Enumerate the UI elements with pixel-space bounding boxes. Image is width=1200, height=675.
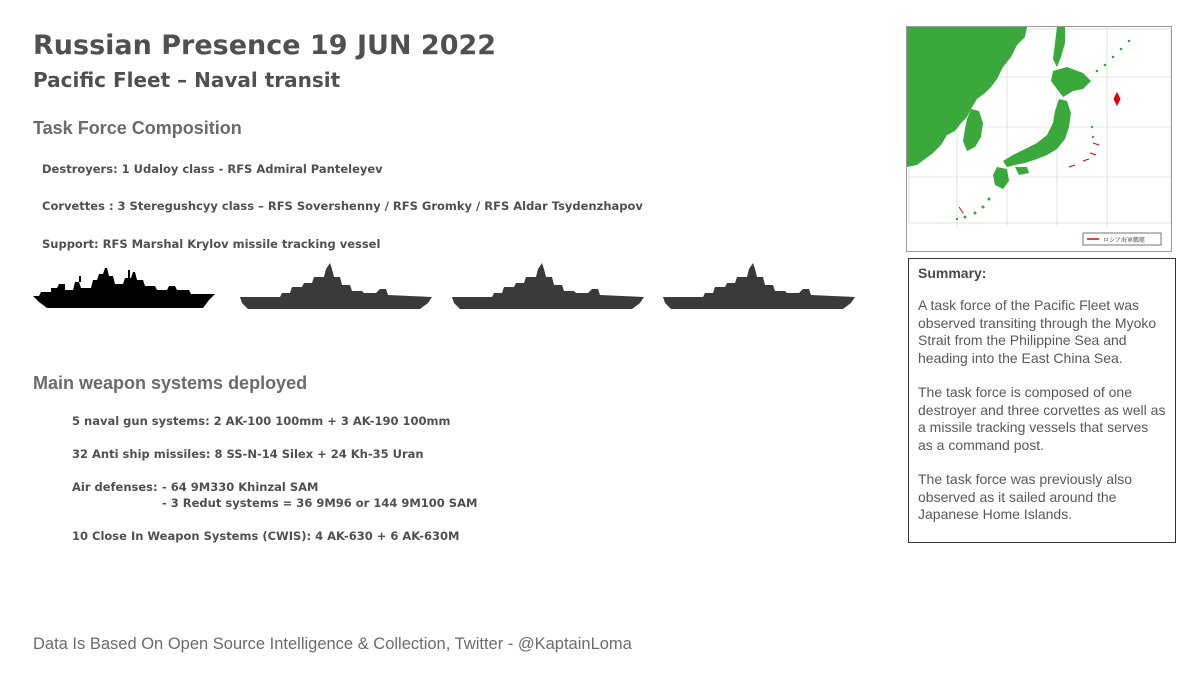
japan-map-graphic [907, 27, 1172, 252]
summary-box [908, 258, 1176, 543]
japan-map [906, 26, 1172, 252]
ciws-line: 10 Close In Weapon Systems (CWIS): 4 AK-630 + 6 AK-630M [72, 529, 460, 543]
task-force-heading: Task Force Composition [33, 118, 242, 138]
footer-credit: Data Is Based On Open Source Intelligence & Collection, Twitter - @KaptainLoma [33, 635, 632, 653]
summary-paragraph-3: The task force was previously also observed as it sailed around the Japanese Home Islands. [918, 471, 1132, 522]
air-defenses-label: Air defenses: [72, 480, 158, 494]
corvettes-line: Corvettes : 3 Steregushcyy class – RFS Sovershenny / RFS Gromky / RFS Aldar Tsydenzhapov [42, 199, 643, 213]
destroyer-silhouette-icon [33, 268, 215, 312]
summary-heading: Summary: [918, 265, 987, 281]
support-line: Support: RFS Marshal Krylov missile tracking vessel [42, 237, 381, 251]
map-legend-text: ロシア海軍艦艇 [1103, 237, 1146, 244]
air-defenses-line-1: - 64 9M330 Khinzal SAM [162, 480, 319, 494]
summary-paragraph-2: The task force is composed of one destroyer and three corvettes as well as a missile tracking vessels that serves as a command post. [918, 384, 1166, 453]
page-subtitle: Pacific Fleet – Naval transit [33, 68, 341, 92]
corvette-silhouette-icon [663, 263, 855, 311]
corvette-silhouette-icon [240, 263, 432, 311]
corvette-silhouette-icon [452, 263, 644, 311]
summary-paragraph-1: A task force of the Pacific Fleet was observed transiting through the Myoko Strait from the Philippine Sea and heading into the East China Sea. [918, 297, 1157, 366]
guns-line: 5 naval gun systems: 2 AK-100 100mm + 3 AK-190 100mm [72, 414, 451, 428]
air-defenses-line-2: - 3 Redut systems = 36 9M96 or 144 9M100 SAM [162, 496, 478, 510]
missiles-line: 32 Anti ship missiles: 8 SS-N-14 Silex + 24 Kh-35 Uran [72, 447, 424, 461]
weapons-heading: Main weapon systems deployed [33, 373, 308, 393]
destroyers-line: Destroyers: 1 Udaloy class - RFS Admiral Panteleyev [42, 162, 383, 176]
page-title: Russian Presence 19 JUN 2022 [33, 30, 497, 61]
